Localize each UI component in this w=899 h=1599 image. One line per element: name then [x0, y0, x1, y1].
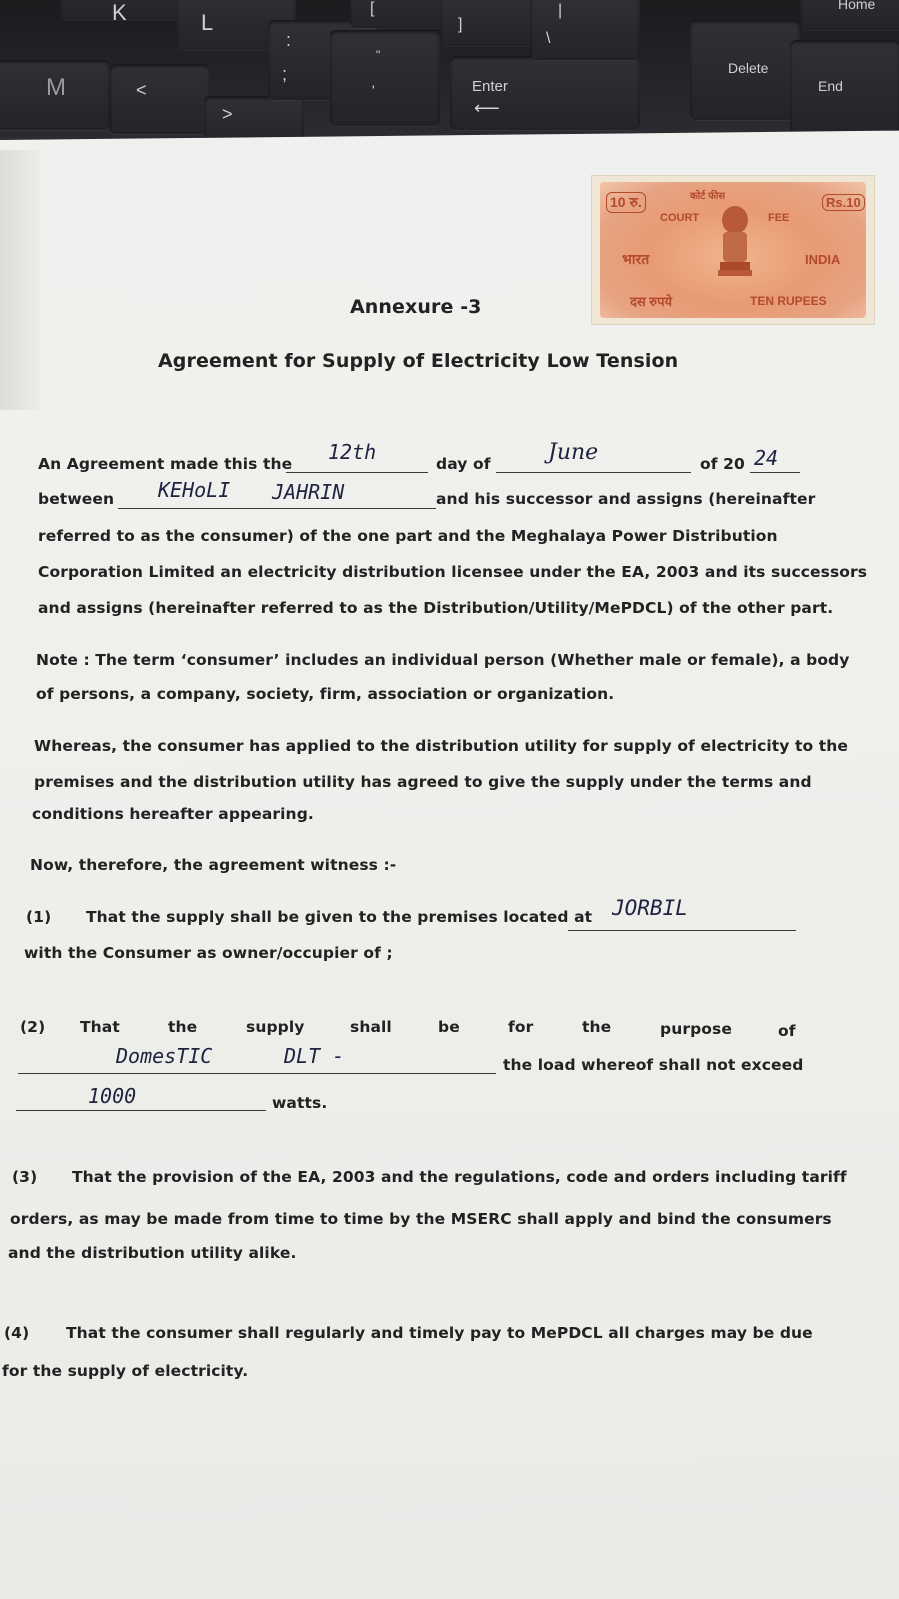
clause-2-word-shall: shall — [350, 1018, 392, 1036]
clause-2-number: (2) — [20, 1018, 46, 1036]
clause-4-line-2: for the supply of electricity. — [2, 1362, 249, 1380]
paper-fold-shadow — [0, 150, 40, 410]
between-label: between — [38, 490, 115, 508]
clause-2-word-supply: supply — [246, 1018, 305, 1036]
key-delete: Delete — [690, 20, 800, 120]
court-fee-stamp — [592, 176, 874, 324]
load-blank — [16, 1110, 266, 1111]
now-therefore: Now, therefore, the agreement witness :- — [30, 856, 397, 874]
ashoka-emblem-icon — [718, 202, 752, 282]
handwritten-purpose-2: DLT - — [284, 1044, 345, 1068]
agreement-made-label: An Agreement made this the — [38, 455, 293, 473]
clause-2-word-that: That — [80, 1018, 120, 1036]
keyboard-background — [0, 0, 899, 150]
whereas-line-3: conditions hereafter appearing. — [32, 805, 314, 823]
successor-text: and his successor and assigns (hereinafter — [436, 490, 816, 508]
day-blank — [286, 472, 428, 473]
clause-3-line-3: and the distribution utility alike. — [8, 1244, 297, 1262]
referred-line: referred to as the consumer) of the one part and the Meghalaya Power Distribution — [38, 527, 778, 545]
enter-arrow-icon: ⟵ — [474, 98, 500, 118]
handwritten-month: June — [548, 440, 599, 465]
key-colon: : ; — [268, 20, 378, 100]
handwritten-consumer-first: KEHoLI — [158, 478, 231, 502]
stamp-ten-rupees: TEN RUPEES — [750, 294, 827, 308]
clause-2-word-of: of — [778, 1022, 796, 1040]
handwritten-year: 24 — [754, 446, 779, 470]
handwritten-location: JORBIL — [612, 896, 688, 920]
key-greater: > — [204, 96, 304, 146]
stamp-value-hindi: 10 रु. — [606, 192, 646, 213]
stamp-fee: FEE — [768, 212, 790, 224]
handwritten-load: 1000 — [88, 1084, 137, 1108]
stamp-india: INDIA — [805, 252, 841, 267]
clause-3-line-1: That the provision of the EA, 2003 and the regulations, code and orders including tariff — [72, 1168, 847, 1186]
stamp-hindi-top: कोर्ट फीस — [690, 191, 726, 202]
clause-3-line-2: orders, as may be made from time to time by the MSERC shall apply and bind the consumers — [10, 1210, 832, 1228]
clause-2-word-the: the — [168, 1018, 198, 1036]
assigns-line: and assigns (hereinafter referred to as the Distribution/Utility/MePDCL) of the other part. — [38, 599, 834, 617]
handwritten-day: 12th — [328, 440, 377, 464]
of-20-label: of 20 — [700, 455, 745, 473]
handwritten-purpose-1: DomesTIC — [116, 1044, 213, 1068]
key-bracket-close: ] — [440, 0, 540, 46]
key-k: K — [60, 0, 180, 20]
key-l: L — [176, 0, 296, 50]
month-blank — [496, 472, 691, 473]
key-m: M — [0, 60, 110, 130]
clause-1-line-2: with the Consumer as owner/occupier of ; — [24, 944, 393, 962]
note-line-2: of persons, a company, society, firm, association or organization. — [36, 685, 615, 703]
stamp-das-rupaye: दस रुपये — [630, 294, 673, 309]
clause-2-word-the-2: the — [582, 1018, 612, 1036]
whereas-line-2: premises and the distribution utility has agreed to give the supply under the terms and — [34, 773, 812, 791]
key-home: Home — [800, 0, 899, 30]
clause-2-word-be: be — [438, 1018, 460, 1036]
stamp-face — [600, 182, 866, 318]
location-blank — [568, 930, 796, 931]
agreement-title: Agreement for Supply of Electricity Low Tension — [158, 350, 679, 372]
key-quote: " ' — [330, 30, 440, 126]
clause-2-word-purpose: purpose — [660, 1020, 732, 1038]
handwritten-consumer-last: JAHRIN — [272, 480, 345, 504]
stamp-court: COURT — [660, 212, 700, 224]
clause-2-watts: watts. — [272, 1094, 328, 1112]
key-bracket-open: [ — [350, 0, 460, 28]
clause-3-number: (3) — [12, 1168, 38, 1186]
key-pipe: | \ — [530, 0, 640, 60]
key-less: < — [110, 64, 210, 134]
note-line-1: Note : The term ‘consumer’ includes an individual person (Whether male or female), a body — [36, 651, 850, 669]
clause-1-number: (1) — [26, 908, 52, 926]
consumer-name-blank — [118, 508, 436, 509]
clause-2-load-text: the load whereof shall not exceed — [503, 1056, 804, 1074]
annexure-heading: Annexure -3 — [350, 296, 482, 318]
day-of-label: day of — [436, 455, 491, 473]
corporation-line: Corporation Limited an electricity distribution licensee under the EA, 2003 and its successors — [38, 563, 868, 581]
key-end: End — [790, 40, 899, 136]
clause-4-number: (4) — [4, 1324, 30, 1342]
clause-1-text: That the supply shall be given to the premises located at — [86, 908, 593, 926]
whereas-line-1: Whereas, the consumer has applied to the distribution utility for supply of electricity to the — [34, 737, 848, 755]
clause-4-line-1: That the consumer shall regularly and timely pay to MePDCL all charges may be due — [66, 1324, 813, 1342]
stamp-bharat: भारत — [622, 251, 650, 267]
purpose-blank — [18, 1073, 496, 1074]
clause-2-word-for: for — [508, 1018, 534, 1036]
key-enter: Enter ⟵ — [450, 56, 640, 130]
stamp-value-english: Rs.10 — [822, 194, 865, 211]
year-blank — [750, 472, 800, 473]
